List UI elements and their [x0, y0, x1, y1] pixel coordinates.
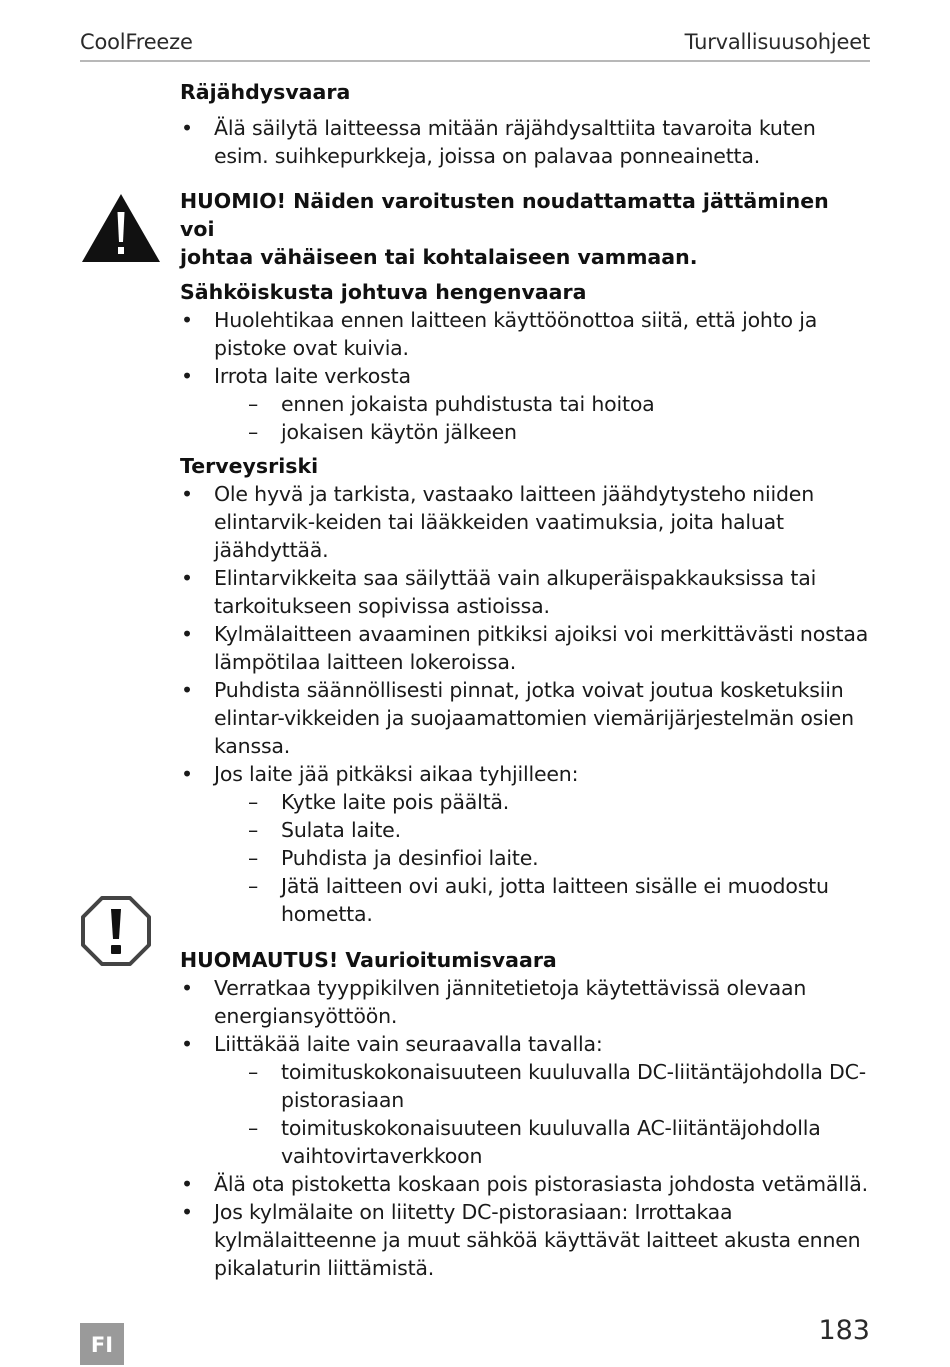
sub-item-text: Jätä laitteen ovi auki, jotta laitteen sisälle ei muodostu hometta. [281, 874, 829, 926]
bullet-symbol: • [181, 976, 193, 1000]
list-item [180, 676, 870, 760]
bullet-symbol: • [181, 116, 193, 140]
bullet-symbol: • [181, 482, 193, 506]
dash-symbol: – [248, 818, 259, 842]
sub-item [214, 418, 870, 446]
sub-item-text: Kytke laite pois päältä. [281, 790, 510, 814]
list-item-text: Liittäkää laite vain seuraavalla tavalla: [214, 1032, 603, 1056]
sub-item-text: Sulata laite. [281, 818, 401, 842]
list-item [180, 620, 870, 676]
sub-item-text: jokaisen käytön jälkeen [281, 420, 517, 444]
list-item-text: Puhdista säännöllisesti pinnat, jotka voivat joutua kosketuksiin elintar-vikkeiden ja suojaamattomien viemärijärjestelmän osien kanssa. [214, 678, 854, 758]
bullet-symbol: • [181, 364, 193, 388]
main-content [180, 78, 870, 1282]
sub-item [214, 788, 870, 816]
notice-heading: HUOMAUTUS! Vaurioitumisvaara [180, 948, 557, 972]
list-item-text: Elintarvikkeita saa säilyttää vain alkuperäispakkauksissa tai tarkoitukseen sopivissa astioissa. [214, 566, 817, 618]
header-section: Turvallisuusohjeet [684, 30, 870, 54]
list-item-text: Huolehtikaa ennen laitteen käyttöönottoa siitä, että johto ja pistoke ovat kuivia. [214, 308, 818, 360]
explosion-heading: Räjähdysvaara [180, 80, 351, 104]
sub-item-text: toimituskokonaisuuteen kuuluvalla DC-liitäntäjohdolla DC-pistorasiaan [281, 1060, 866, 1112]
page-number: 183 [818, 1315, 870, 1346]
list-item-text: Verratkaa tyyppikilven jännitetietoja käytettävissä olevaan energiansyöttöön. [214, 976, 807, 1028]
list-item [180, 1030, 870, 1170]
sub-item [214, 844, 870, 872]
list-item [180, 306, 870, 362]
dash-symbol: – [248, 846, 259, 870]
list-item [180, 480, 870, 564]
sub-item [214, 1058, 870, 1114]
bullet-symbol: • [181, 762, 193, 786]
sub-item-text: toimituskokonaisuuteen kuuluvalla AC-liitäntäjohdolla vaihtovirtaverkkoon [281, 1116, 821, 1168]
health-heading: Terveysriski [180, 454, 319, 478]
caution-heading-line1: HUOMIO! Näiden varoitusten noudattamatta jättäminen voi [180, 189, 829, 241]
list-item [180, 362, 870, 446]
page-header [80, 28, 870, 62]
sub-item-text: Puhdista ja desinfioi laite. [281, 846, 539, 870]
list-item [180, 564, 870, 620]
sub-item [214, 816, 870, 844]
bullet-symbol: • [181, 308, 193, 332]
caution-heading-line2: johtaa vähäiseen tai kohtalaiseen vammaan. [180, 245, 698, 269]
list-item-text: Älä ota pistoketta koskaan pois pistorasiasta johdosta vetämällä. [214, 1172, 868, 1196]
bullet-symbol: • [181, 678, 193, 702]
dash-symbol: – [248, 420, 259, 444]
bullet-symbol: • [181, 1172, 193, 1196]
list-item-text: Älä säilytä laitteessa mitään räjähdysalttiita tavaroita kuten esim. suihkepurkkeja, joissa on palavaa ponneainetta. [214, 116, 816, 168]
sub-item [214, 1114, 870, 1170]
dash-symbol: – [248, 874, 259, 898]
bullet-symbol: • [181, 566, 193, 590]
header-product: CoolFreeze [80, 30, 193, 54]
list-item-text: Jos kylmälaite on liitetty DC-pistorasiaan: Irrottakaa kylmälaitteenne ja muut sähköä käyttävät laitteet akusta ennen pikalaturin liittämistä. [214, 1200, 861, 1280]
bullet-symbol: • [181, 1200, 193, 1224]
list-item [180, 974, 870, 1030]
dash-symbol: – [248, 392, 259, 416]
sub-item [214, 390, 870, 418]
notice-octagon-icon [80, 895, 152, 967]
list-item-text: Jos laite jää pitkäksi aikaa tyhjilleen: [214, 762, 579, 786]
dash-symbol: – [248, 1060, 259, 1084]
bullet-symbol: • [181, 1032, 193, 1056]
sub-item [214, 872, 870, 928]
list-item-text: Kylmälaitteen avaaminen pitkiksi ajoiksi voi merkittävästi nostaa lämpötilaa laitteen lokeroissa. [214, 622, 869, 674]
bullet-symbol: • [181, 622, 193, 646]
list-item [180, 1170, 870, 1198]
list-item-text: Ole hyvä ja tarkista, vastaako laitteen jäähdytysteho niiden elintarvik-keiden tai lääkkeiden vaatimuksia, joita haluat jäähdyttää. [214, 482, 814, 562]
electric-heading: Sähköiskusta johtuva hengenvaara [180, 280, 587, 304]
sub-item-text: ennen jokaista puhdistusta tai hoitoa [281, 392, 655, 416]
list-item-text: Irrota laite verkosta [214, 364, 411, 388]
caution-heading [180, 187, 870, 271]
warning-triangle-icon [80, 192, 162, 264]
dash-symbol: – [248, 790, 259, 814]
dash-symbol: – [248, 1116, 259, 1140]
list-item [180, 1198, 870, 1282]
list-item [180, 114, 870, 170]
language-tab: FI [80, 1323, 124, 1365]
list-item [180, 760, 870, 928]
